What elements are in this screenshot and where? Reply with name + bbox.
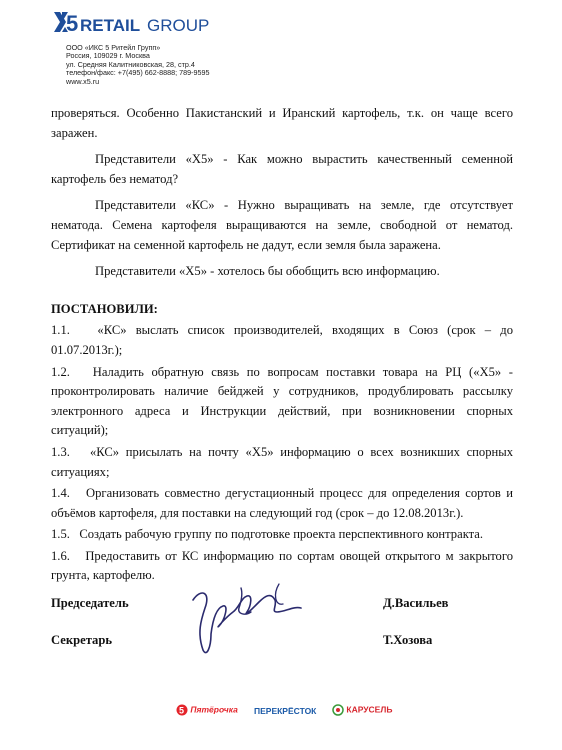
karusel-text: КАРУСЕЛЬ <box>346 704 393 715</box>
perekrestok-text: ПЕРЕКРЁСТОК <box>254 706 317 716</box>
chair-label: Председатель <box>51 596 129 610</box>
chair-name: Д.Васильев <box>383 596 449 610</box>
company-name: ООО «ИКС 5 Ритейл Групп» <box>66 43 161 52</box>
svg-text:5: 5 <box>179 705 185 716</box>
karusel-icon <box>332 704 344 716</box>
resolution-item: 1.4. Организовать совместно дегустационный процесс для определения сортов и объёмов картофеля, для поставки на следующий год (срок – до 12.08.2013г.). <box>51 486 513 520</box>
resolution-item: 1.1. «КС» выслать список производителей, входящих в Союз (срок – до 01.07.2013г.); <box>51 323 513 357</box>
company-street: ул. Средняя Калитниковская, 28, стр.4 <box>66 59 195 69</box>
resolution-item: 1.2. Наладить обратную связь по вопросам поставки товара на РЦ («Х5» - проконтролировать наличие бейджей у сотрудников, продублировать рассылку электронного адреса и Инструкции действий, при возникновении спорных ситуаций); <box>51 364 513 438</box>
x5-retail-group-logo <box>52 8 212 38</box>
paragraph: проверяться. Особенно Пакистанский и Иранский картофель, т.к. он чаще всего заражен. <box>51 106 513 140</box>
perekrestok-logo <box>254 706 316 716</box>
svg-text:RETAIL: RETAIL <box>80 16 141 35</box>
pyaterochka-text: Пятёрочка <box>190 704 238 715</box>
paragraph: Представители «КС» - Нужно выращивать на земле, где отсутствует нематода. Семена картофеля выращиваются на земле, свободной от нематод. Сертификат на семенной картофель не дадут, если земля была заражена. <box>51 198 513 252</box>
company-country-city: Россия, 109029 г. Москва <box>66 51 150 61</box>
svg-text:5: 5 <box>66 11 79 36</box>
document-body <box>51 104 513 586</box>
company-phone-fax: телефон/факс: +7(495) 662-8888; 789-9595 <box>66 68 210 78</box>
resolution-item: 1.3. «КС» присылать на почту «Х5» информацию о всех возникших спорных ситуациях; <box>51 444 513 479</box>
company-website: www.x5.ru <box>66 76 100 86</box>
signature-block <box>51 596 521 661</box>
company-address-block <box>66 44 209 86</box>
pyaterochka-icon <box>176 704 188 716</box>
paragraph: Представители «Х5» - Как можно вырастить качественный семенной картофель без нематод? <box>51 152 513 186</box>
paragraph: Представители «Х5» - хотелось бы обобщить всю информацию. <box>95 264 440 279</box>
resolution-heading: ПОСТАНОВИЛИ: <box>51 301 158 316</box>
secretary-label: Секретарь <box>51 633 112 647</box>
svg-text:GROUP: GROUP <box>147 16 210 35</box>
pyaterochka-logo <box>176 704 238 716</box>
karusel-logo <box>332 704 392 716</box>
resolution-item: 1.6. Предоставить от КС информацию по сортам овощей открытого м закрытого грунта, картофелю. <box>51 548 513 583</box>
footer-brands <box>0 697 562 721</box>
resolution-item: 1.5. Создать рабочую группу по подготовке проекта перспективного контракта. <box>51 527 484 542</box>
secretary-name: Т.Хозова <box>383 633 433 647</box>
handwritten-signature <box>181 578 311 668</box>
